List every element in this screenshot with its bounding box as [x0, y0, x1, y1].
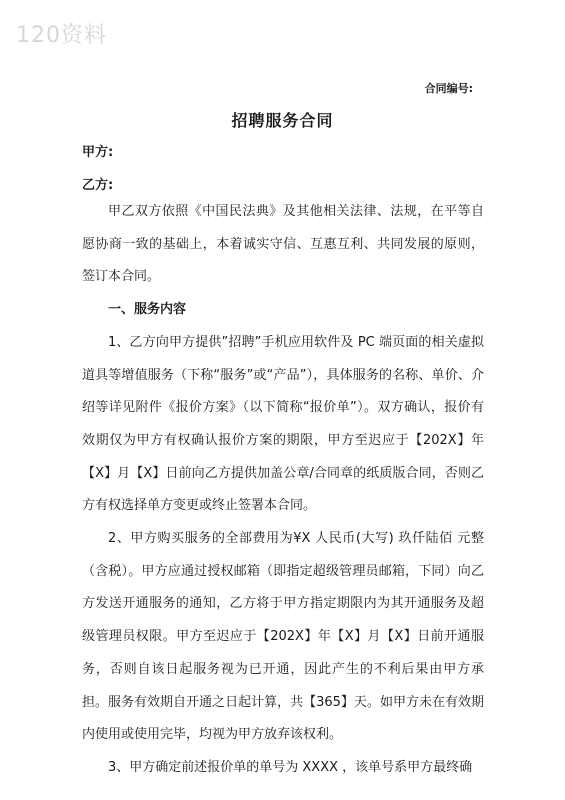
- contract-body: [82, 196, 484, 785]
- watermark-text: 120资料: [16, 23, 107, 48]
- contract-number-label: 合同编号:: [424, 82, 473, 95]
- intro-paragraph: 甲乙双方依照《中国民法典》及其他相关法律、法规，在平等自愿协商一致的基础上，本着诚实守信、互惠互利、共同发展的原则，签订本合同。: [82, 204, 484, 285]
- document-title: 招聘服务合同: [231, 111, 334, 130]
- clause-1-paragraph: 1、乙方向甲方提供”招聘”手机应用软件及 PC 端页面的相关虚拟道具等增值服务（下称“服务”或“产品”），具体服务的名称、单价、介绍等详见附件《报价方案》（以下简称“报价单”）。双方确认，报价有效期仅为甲方有权确认报价方案的期限，甲方至迟应于【202X】年【X】月【X】日前向乙方提供加盖公章/合同章的纸质版合同，否则乙方有权选择单方变更或终止签署本合同。: [82, 334, 484, 514]
- clause-3-paragraph: 3、甲方确定前述报价单的单号为 XXXX ，该单号系甲方最终确: [108, 759, 473, 775]
- party-a-label: 甲方:: [82, 145, 114, 160]
- party-b-label: 乙方:: [82, 178, 114, 193]
- section-heading-service-content: 一、服务内容: [108, 302, 187, 318]
- clause-2-paragraph: 2、甲方购买服务的全部费用为¥X 人民币(大写) 玖仟陆佰 元整（含税）。甲方应通过授权邮箱（即指定超级管理员邮箱，下同）向乙方发送开通服务的通知，乙方将于甲方指定期限内为其开通服务及超级管理员权限。甲方至迟应于【202X】年【X】月【X】日前开通服务，否则自该日起服务视为已开通，因此产生的不利后果由甲方承担。服务有效期自开通之日起计算，共【365】天。如甲方未在有效期内使用或使用完毕，均视为甲方放弃该权利。: [82, 531, 484, 743]
